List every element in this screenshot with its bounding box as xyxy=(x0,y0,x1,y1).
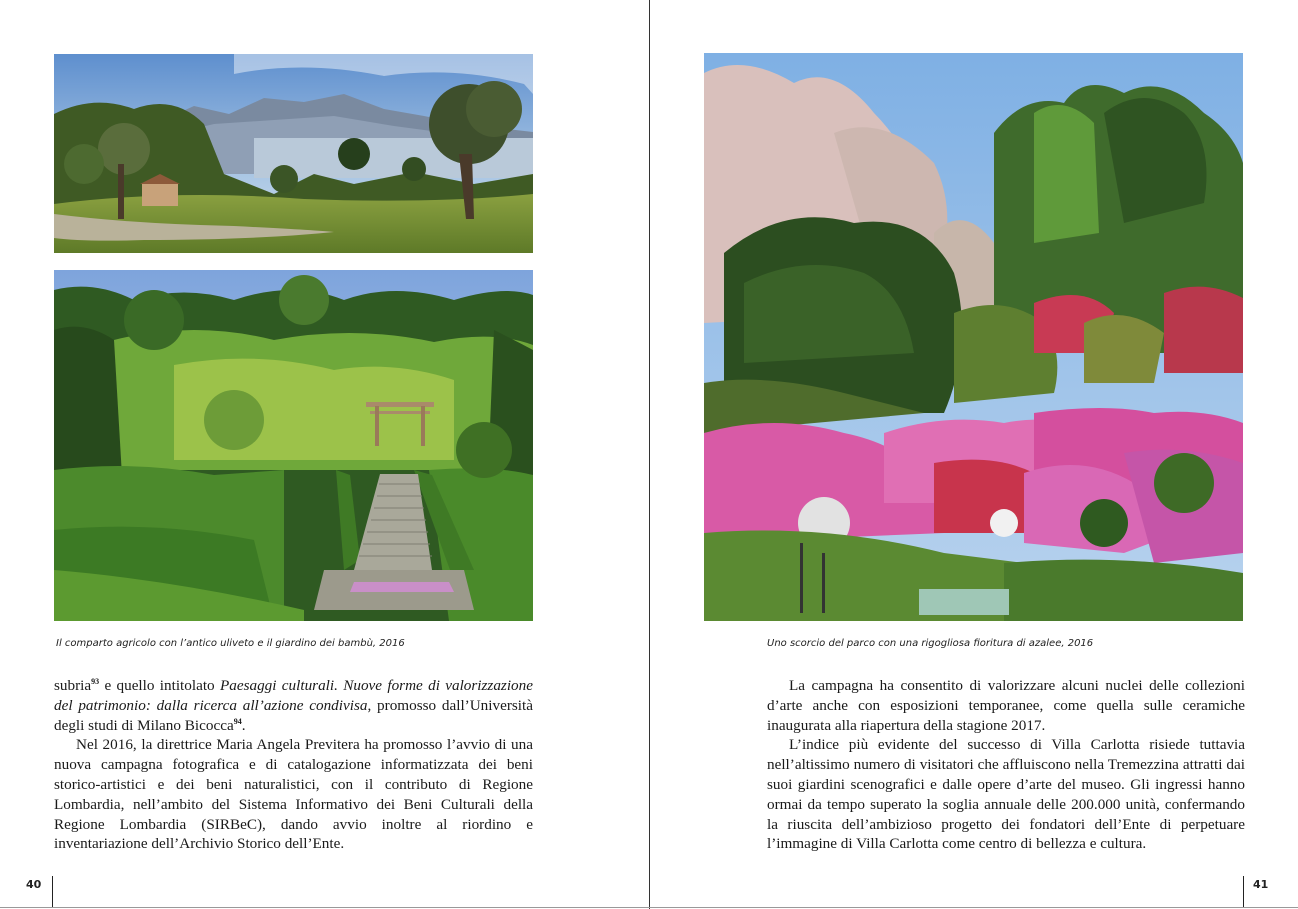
bamboo-garden-torii-stairs-photo xyxy=(54,270,533,621)
bottom-page-edge xyxy=(0,907,1298,908)
page-number-left: 40 xyxy=(26,878,42,891)
landscape-olive-grove-lake-photo xyxy=(54,54,533,253)
right-photo-caption: Uno scorcio del parco con una rigogliosa fioritura di azalee, 2016 xyxy=(767,638,1094,649)
right-paragraph-1: La campagna ha consentito di valorizzare alcuni nuclei delle collezioni d’arte anche con esposizioni temporanee, come quella sulle ceramiche inaugurata alla riapertura della stagione 2017. xyxy=(767,677,1245,734)
footnote-ref-93[interactable]: 93 xyxy=(91,676,100,686)
folio-rule-right xyxy=(1243,876,1244,908)
publication-title: Paesaggi culturali. Nuove forme di valorizzazione del patrimonio: dalla ricerca all’azione condivisa xyxy=(54,677,533,714)
right-body-text xyxy=(767,676,1245,854)
left-body-text xyxy=(54,676,533,854)
left-paragraph-1: subria$^{93}$ e quello intitolato Paesaggi culturali. Nuove forme di valorizzazione del patrimonio: dalla ricerca all’azione condivisa, promosso dall’Università degli studi di Milano Bicocca$^{94}$. xyxy=(54,676,533,734)
page-number-right: 41 xyxy=(1253,878,1269,891)
footnote-ref-94[interactable]: 94 xyxy=(233,716,242,726)
azalea-park-photo xyxy=(704,53,1243,621)
folio-rule-left xyxy=(52,876,53,908)
right-paragraph-2: L’indice più evidente del successo di Villa Carlotta risiede tuttavia nell’altissimo numero di visitatori che affluiscono nella Tremezzina attratti dai suoi giardini scenografici e dalle opere d’arte del museo. Gli ingressi hanno ormai da tempo superato la soglia annuale delle 200.000 unità, confermando la riuscita dell’ambizioso progetto dei fondatori dell’Ente di perpetuare l’immagine di Villa Carlotta come centro di bellezza e cultura. xyxy=(767,736,1245,853)
left-paragraph-2: Nel 2016, la direttrice Maria Angela Previtera ha promosso l’avvio di una nuova campagna fotografica e di catalogazione informatizzata dei beni storico-artistici e dei beni naturalistici, con il contributo di Regione Lombardia, nell’ambito del Sistema Informativo dei Beni Culturali della Regione Lombardia (SIRBeC), dando avvio inoltre al riordino e inventariazione dell’Archivio Storico dell’Ente. xyxy=(54,736,533,853)
left-photo-caption: Il comparto agricolo con l’antico uliveto e il giardino dei bambù, 2016 xyxy=(56,638,405,649)
right-page xyxy=(650,0,1298,909)
